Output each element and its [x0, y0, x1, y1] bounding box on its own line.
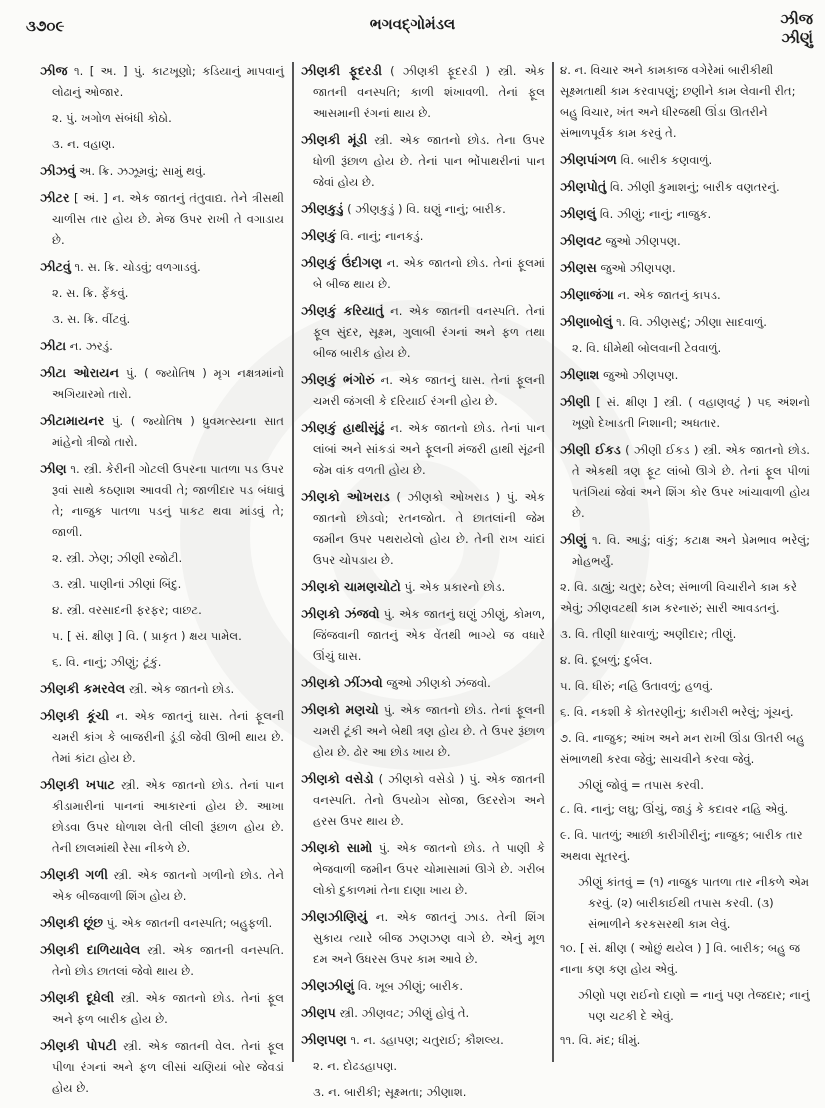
- definition-text: ૪. સ્ત્રી. વરસાદની ફરફર; વાછટ.: [52, 603, 202, 617]
- dictionary-entry: [301, 252, 545, 295]
- entry-sense: [560, 728, 810, 770]
- dictionary-entry: [301, 768, 545, 832]
- definition-text: ૧૧. વિ. મંદ; ધીમું.: [560, 1033, 641, 1047]
- headword: ઝીણાબોલું: [560, 314, 613, 329]
- definition-text: પું. એક જાતનું ઘણું ઝીણું, કોમળ, જિંજવાની જાતનું એક વેંતથી ભાગ્યે જ વધારે ઊંચું ઘાસ.: [313, 607, 546, 663]
- headword: ઝીણકો ઝંજવો: [301, 606, 380, 621]
- dictionary-entry: [301, 906, 545, 970]
- headword: ઝીણી ઈકડ: [560, 442, 621, 457]
- definition-text: વિ. ઝીણી કુમાશનું; બારીક વણતરનું.: [609, 180, 780, 194]
- headword: ઝીણકું ઉંદીગણ: [301, 255, 383, 270]
- dictionary-entry: [40, 60, 284, 103]
- column-divider: [292, 62, 294, 1062]
- headword: ઝીણકી છૂંછ: [40, 915, 103, 930]
- entry-sense: [560, 676, 810, 697]
- definition-text: સ્ત્રી. એક જાતનો છોડ. તેનાં ફૂલ અને ફળ બારીક હોય છે.: [52, 991, 284, 1026]
- headword: ઝીણઝીણું: [301, 978, 355, 993]
- dictionary-entry: [301, 1002, 545, 1024]
- dictionary-entry: [40, 256, 284, 278]
- definition-text: ૬. વિ. નાનું; ઝીણું; ટૂંકું.: [52, 655, 162, 669]
- dictionary-entry: [40, 187, 284, 251]
- definition-text: ન. એક જાતનો છોડ. તેનાં ફૂલમાં બે બીજ થાય છે.: [313, 256, 545, 291]
- definition-text: સ્ત્રી. એક જાતનો ગળીનો છોડ. તેને એક બીજવાળી શિંગ હોય છે.: [52, 868, 284, 903]
- headword: ઝીણકું કરિયાતું: [301, 303, 384, 318]
- headword: ઝીણકી કૂંચી: [40, 708, 110, 723]
- column-2: [301, 60, 545, 1108]
- definition-text: ૧. વિ. આડું; વાંકું; કટાક્ષ અને પ્રેમભાવ ભરેલું; મોહભર્યું.: [572, 533, 811, 568]
- headword: ઝીણકી ગળી: [40, 867, 108, 882]
- dictionary-entry: [560, 529, 810, 572]
- entry-sense: [560, 1030, 810, 1051]
- headword: ઝીણકો ઓખરાડ: [301, 489, 390, 504]
- headword: ઝીણકું હાથીસૂંઢું: [301, 420, 385, 435]
- headword: ઝીણલું: [560, 206, 597, 221]
- entry-sense: [40, 574, 284, 595]
- dictionary-entry: [301, 699, 545, 763]
- definition-text: ( ઝીણી ઈકડ ) સ્ત્રી. એક જાતનો છોડ. તે એકથી ત્રણ ફૂટ લાંબો ઊગે છે. તેનાં ફૂલ પીળાં પતંગિયાં જેવાં અને શિંગ કોર ઉપર ખાંચાવાળી હોય છે.: [572, 443, 810, 520]
- dictionary-entry: [560, 203, 810, 225]
- entry-sense: [560, 938, 810, 980]
- headword: ઝીટવું: [40, 259, 71, 274]
- definition-text: ૨. વિ. ધીમેથી બોલવાની ટેવવાળું.: [572, 341, 722, 355]
- definition-text: જુઓ ઝીણપણ.: [605, 234, 681, 248]
- definition-text: ઝીણો પણ રાઈનો દાણો = નાનું પણ તેજદાર; નાનું પણ ચટકી દે એવું.: [578, 988, 810, 1023]
- entry-sense: [301, 1082, 545, 1103]
- entry-sense: [560, 799, 810, 820]
- entry-sense: [560, 650, 810, 671]
- definition-text: જુઓ ઝીણપણ.: [600, 261, 676, 275]
- definition-text: ન. એક જાતની વનસ્પતિ. તેનાં ફૂલ સુંદર, સૂક્ષ્મ, ગુલાબી રંગનાં અને ફળ તથા બીજ બારીક હોય છે.: [313, 304, 546, 360]
- entry-sense: [40, 283, 284, 304]
- definition-text: વિ. નાનું; નાનકડું.: [340, 229, 424, 243]
- dictionary-entry: [560, 149, 810, 171]
- dictionary-entry: [301, 486, 545, 571]
- dictionary-entry: [301, 129, 545, 193]
- usage-example: [560, 872, 810, 935]
- definition-text: વિ. ઝીણું; નાનું; નાજુક.: [599, 207, 712, 221]
- definition-text: ન. એક જાતનું ઘાસ. તેનાં ફૂલની ચમરી જંગલી કે દરિયાઈ રંગની હોય છે.: [313, 373, 545, 408]
- definition-text: ઝીણું કાંતવું = (૧) નાજુક પાતળા તાર નીકળે એમ કરવું. (૨) બારીકાઈથી તપાસ કરવી. (૩) સંભાળીને કરકસરથી કામ લેવું.: [578, 875, 810, 931]
- dictionary-entry: [40, 362, 284, 405]
- definition-text: ૯. વિ. પાતળું; આછી કારીગીરીનું; નાજુક; બારીક તાર અથવા સૂતરનું.: [560, 828, 803, 863]
- headword: ઝીટા: [40, 338, 67, 353]
- definition-text: ૭. વિ. નાજુક; આંખ અને મન રાખી ઊંડા ઊતરી બહુ સંભાળથી કરવા જેવું; સાચવીને કરવા જેવું.: [560, 731, 805, 766]
- definition-text: ન. એક જાતનો છોડ. તેનાં પાન લાંબાં અને સાંકડાં અને ફૂલની મંજરી હાથી સૂંઢની જેમ વાંક વળતી હોય છે.: [313, 421, 546, 477]
- headword: ઝીણું: [560, 532, 587, 547]
- page-header: [0, 0, 825, 52]
- dictionary-entry: [560, 257, 810, 279]
- definition-text: ( ઝીણકુડું ) વિ. ઘણું નાનું; બારીક.: [347, 202, 506, 216]
- definition-text: ૩. સ. ક્રિ. વીંટવું.: [52, 312, 131, 326]
- dictionary-entry: [301, 603, 545, 667]
- dictionary-entry: [301, 975, 545, 997]
- definition-text: જુઓ ઝીણપણ.: [603, 368, 679, 382]
- definition-text: ૩. વિ. તીણી ધારવાળું; અણીદાર; તીણું.: [560, 627, 737, 641]
- dictionary-entry: [40, 458, 284, 543]
- headword: ઝીણકી દૂધેલી: [40, 990, 115, 1005]
- guide-words: [780, 10, 813, 48]
- headword: ઝીણકી ખપાટ: [40, 777, 115, 792]
- headword: ઝીણઝીણિયું: [301, 909, 368, 924]
- headword: ઝીણાજંગા: [560, 287, 614, 302]
- dictionary-entry: [40, 864, 284, 907]
- definition-text: ૧૦. [ સં. ક્ષીણ ( ઓછું થયેલ ) ] વિ. બારીક; બહુ જ નાના કણ કણ હોય એવું.: [560, 941, 801, 976]
- headword: ઝીણપાંગળ: [560, 152, 617, 167]
- entry-sense: [40, 548, 284, 569]
- headword: ઝીણાશ: [560, 367, 600, 382]
- dictionary-entry: [560, 284, 810, 306]
- definition-text: [ સં. ક્ષીણ ] સ્ત્રી. ( વહાણવટું ) ૫૬ અંશનો ખૂણો દેખાડતી નિશાની; અધતાર.: [572, 395, 810, 430]
- definition-text: જુઓ ઝીણકો ઝંજવો.: [386, 676, 491, 690]
- entry-sense: [40, 309, 284, 330]
- definition-text: [ અં. ] ન. એક જાતનું તંતુવાદ્ય. તેને ત્રીસથી ચાળીસ તાર હોય છે. મેજ ઉપર રાખી તે વગાડાય છે.: [52, 191, 284, 247]
- definition-text: સ્ત્રી. એક જાતની વેલ. તેનાં ફૂલ પીળા રંગનાં અને ફળ લીસાં ચણિયાં બોર જેવડાં હોય છે.: [52, 1039, 285, 1095]
- dictionary-entry: [560, 311, 810, 333]
- definition-text: ન. એક જાતનું ઝાડ. તેની શિંગ સુકાય ત્યારે બીજ ઝણઝણ વાગે છે. એનું મૂળ દમ અને ઉધરસ ઉપર કામ આવે છે.: [313, 910, 546, 966]
- dictionary-entry: [40, 160, 284, 182]
- headword: ઝીણકી મૂંડી: [301, 132, 368, 147]
- definition-text: ૩. ન. વહાણ.: [52, 137, 116, 151]
- dictionary-entry: [301, 837, 545, 901]
- dictionary-entry: [40, 987, 284, 1030]
- book-title: ભગવદ્ગોમંડલ: [369, 15, 456, 33]
- definition-text: ૧. વિ. ઝીણસદું; ઝીણા સાદવાળું.: [616, 315, 767, 329]
- column-divider: [552, 62, 554, 1062]
- dictionary-entry: [40, 774, 284, 859]
- headword: ઝીણકો ઝીંઝવો: [301, 675, 383, 690]
- usage-example: [560, 985, 810, 1027]
- headword: ઝીણી: [560, 394, 591, 409]
- dictionary-entry: [301, 225, 545, 247]
- headword: ઝીણકી ફૂદરડી: [301, 63, 382, 78]
- entry-sense: [40, 652, 284, 673]
- headword: ઝીણકો મણચો: [301, 702, 379, 717]
- definition-text: અ. ક્રિ. ઝઝૂમવું; સામું થવું.: [79, 164, 206, 178]
- definition-text: પું. એક જાતનો છોડ. તે પાણી કે ભેજવાળી જમીન ઉપર ચોમાસામાં ઊગે છે. ગરીબ લોકો દુકાળમાં તેના દાણા ખાય છે.: [313, 841, 545, 897]
- dictionary-entry: [301, 417, 545, 481]
- definition-text: ૨. સ. ક્રિ. ફેંકવું.: [52, 286, 129, 300]
- definition-text: ( ઝીણકી ફૂદરડી ) સ્ત્રી. એક જાતની વનસ્પતિ; કાળી શંખાવળી. તેનાં ફૂલ આસમાની રંગનાં થાય છે.: [313, 64, 545, 120]
- headword: ઝીણકો સામો: [301, 840, 373, 855]
- definition-text: ૧. ન. ડહાપણ; ચતુરાઈ; કૌશલ્ય.: [350, 1033, 504, 1047]
- headword: ઝીટા ઓરાયન: [40, 365, 119, 380]
- definition-text: ૨. પું. ખગોળ સંબંધી કોઠો.: [52, 111, 172, 125]
- headword: ઝીણકી કમરવેલ: [40, 681, 126, 696]
- dictionary-entry: [560, 176, 810, 198]
- dictionary-entry: [40, 939, 284, 982]
- dictionary-entry: [301, 576, 545, 598]
- dictionary-entry: [40, 1035, 284, 1099]
- definition-text: ન. ઝરડું.: [69, 339, 113, 353]
- definition-text: ૫. વિ. ધીરું; નહિ ઉતાવળું; હળવું.: [560, 679, 714, 693]
- definition-text: ૪. વિ. દૂબળું; દુર્બલ.: [560, 653, 653, 667]
- headword: ઝીજ: [40, 63, 68, 78]
- entry-sense: [560, 60, 810, 144]
- definition-text: ૬. વિ. નકશી કે કોતરણીનું; કારીગરી ભરેલું; ગૂંચનું.: [560, 705, 794, 719]
- definition-text: ( ઝીણકો વસેડો ) પું. એક જાતની વનસ્પતિ. તેનો ઉપયોગ સોજા, ઉદરરોગ અને હરસ ઉપર થાય છે.: [313, 772, 546, 828]
- headword: ઝીઝવું: [40, 163, 76, 178]
- headword: ઝીણકું: [301, 228, 337, 243]
- dictionary-entry: [560, 364, 810, 386]
- dictionary-entry: [301, 1029, 545, 1051]
- headword: ઝીણપોતું: [560, 179, 607, 194]
- headword: ઝીણ: [40, 461, 67, 476]
- column-3: [560, 60, 810, 1056]
- definition-text: પું. એક પ્રકારનો છોડ.: [404, 580, 506, 594]
- definition-text: ૫. [ સં. ક્ષીણ ] વિ. ( પ્રાકૃત ) ક્ષય પામેલ.: [52, 629, 242, 643]
- definition-text: સ્ત્રી. એક જાતનો છોડ. તેનાં પાન કીડામારીનાં પાનનાં આકારનાં હોય છે. આખા છોડવા ઉપર ધોળાશ લેતી લીલી રૂંછાળ હોય છે. તેની છાલમાંથી રેસા નીકળે છે.: [52, 778, 284, 855]
- definition-text: વિ. ખૂબ ઝીણું; બારીક.: [357, 979, 464, 993]
- definition-text: સ્ત્રી. એક જાતનો છોડ. તેના ઉપર ધોળી રૂંછાળ હોય છે. તેનાં પાન ભોંપાથરીનાં પાન જેવાં હોય છે.: [313, 133, 545, 189]
- dictionary-entry: [560, 230, 810, 252]
- definition-text: સ્ત્રી. એક જાતની વનસ્પતિ. તેનો છોડ છાતલાં જેવો થાય છે.: [52, 943, 284, 978]
- headword: ઝીટર: [40, 190, 70, 205]
- column-1: [40, 60, 284, 1104]
- definition-text: ૨. સ્ત્રી. ઝેણ; ઝીણી રજોટી.: [52, 551, 183, 565]
- dictionary-entry: [40, 410, 284, 453]
- entry-sense: [560, 702, 810, 723]
- definition-text: ૩. સ્ત્રી. પાણીનાં ઝીણાં બિંદુ.: [52, 577, 182, 591]
- definition-text: પું. એક જાતની વનસ્પતિ; બહુફળી.: [106, 916, 273, 930]
- entry-sense: [40, 600, 284, 621]
- definition-text: ( ઝીણકો ઓખરાડ ) પું. એક જાતનો છોડવો; રતનજોત. તે છાતલાંની જેમ જમીન ઉપર પથરાયેલો હોય છે. તેની રાખ ચાંદાં ઉપર ચોપડાય છે.: [313, 490, 546, 567]
- definition-text: ૮. વિ. નાનું; લઘુ; ઊંચું, જાડું કે કદાવર નહિ એવું.: [560, 802, 789, 816]
- definition-text: ૧. [ અ. ] પું. કાટખૂણો; કડિયાનું માપવાનું લોઢાનું ઓજાર.: [52, 64, 285, 99]
- definition-text: વિ. બારીક કણવાળું.: [620, 153, 713, 167]
- definition-text: પું. એક જાતનો છોડ. તેનાં ફૂલની ચમરી ટૂંકી અને બેથી ત્રણ હોય છે. તે ઉપર રૂંછાળ હોય છે. ઢોર આ છોડ ખાય છે.: [313, 703, 545, 759]
- definition-text: સ્ત્રી. ઝીણવટ; ઝીણું હોવું તે.: [339, 1006, 470, 1020]
- dictionary-entry: [301, 300, 545, 364]
- definition-text: ૪. ન. વિચાર અને કામકાજ વગેરેમાં બારીકીથી સૂક્ષ્મતાથી કામ કરવાપણું; છણીને કામ લેવાની રીત; બહુ વિચાર, ખંત અને ધીરજથી ઊંડા ઊતરીને સંભાળપૂર્વક કામ કરવું તે.: [560, 63, 796, 140]
- entry-sense: [40, 134, 284, 155]
- headword: ઝીણકો ચામણચોટો: [301, 579, 401, 594]
- definition-text: ૧. સ્ત્રી. કેરીની ગોટલી ઉપરના પાતળા પડ ઉપર રૂવાં સાથે કઠણાશ આવવી તે; જાળીદાર પડ બંધાવું તે; નાજુક પાતળા પડનું પાકટ થવા માંડવું તે; જાળી.: [52, 462, 285, 539]
- headword: ઝીણકી દાળિયાવેલ: [40, 942, 141, 957]
- dictionary-entry: [560, 391, 810, 434]
- definition-text: ઝીણું જોવું = તપાસ કરવી.: [578, 778, 704, 792]
- dictionary-entry: [560, 439, 810, 524]
- entry-sense: [560, 577, 810, 619]
- headword: ઝીણવટ: [560, 233, 602, 248]
- page-number: ૩૭૦૯: [26, 17, 65, 35]
- entry-sense: [560, 624, 810, 645]
- entry-sense: [40, 108, 284, 129]
- usage-example: [560, 775, 810, 796]
- guide-word-last: ઝીણું: [781, 29, 813, 47]
- entry-sense: [40, 626, 284, 647]
- entry-sense: [560, 825, 810, 867]
- dictionary-entry: [301, 369, 545, 412]
- dictionary-entry: [40, 705, 284, 769]
- headword: ઝીણસ: [560, 260, 597, 275]
- dictionary-entry: [301, 198, 545, 220]
- dictionary-entry: [40, 678, 284, 700]
- definition-text: ૩. ન. બારીકી; સૂક્ષ્મતા; ઝીણાશ.: [313, 1085, 467, 1099]
- definition-text: સ્ત્રી. એક જાતનો છોડ.: [128, 682, 235, 696]
- dictionary-entry: [301, 672, 545, 694]
- definition-text: પું. ( જ્યોતિષ ) ધ્રુવમત્સ્યના સાત માંહેનો ત્રીજો તારો.: [52, 414, 284, 449]
- headword: ઝીણકું ભંગોરું: [301, 372, 375, 387]
- definition-text: ૨. વિ. ડાહ્યું; ચતુર; ઠરેલ; સંભાળી વિચારીને કામ કરે એવું; ઝીણવટથી કામ કરનારું; સારી આવડતનું.: [560, 580, 797, 615]
- definition-text: ન. એક જાતનું કાપડ.: [617, 288, 721, 302]
- definition-text: ન. એક જાતનું ઘાસ. તેનાં ફૂલની ચમરી કાંગ કે બાજરીની ડૂંડી જેવી ઊભી થાય છે. તેમાં કાંટા હોય છે.: [52, 709, 285, 765]
- definition-text: ૧. સ. ક્રિ. ચોડવું; વળગાડવું.: [74, 260, 201, 274]
- entry-sense: [560, 338, 810, 359]
- headword: ઝીણકો વસેડો: [301, 771, 374, 786]
- headword: ઝીણપણ: [301, 1032, 347, 1047]
- guide-word-first: ઝીજ: [780, 10, 813, 28]
- entry-sense: [301, 1056, 545, 1077]
- headword: ઝીણકી પોપટી: [40, 1038, 117, 1053]
- dictionary-entry: [40, 912, 284, 934]
- definition-text: પું. ( જ્યોતિષ ) મૃગ નક્ષત્રમાંનો અગિયારમો તારો.: [52, 366, 284, 401]
- definition-text: ૨. ન. દોઢડહાપણ.: [313, 1059, 398, 1073]
- headword: ઝીણકુડું: [301, 201, 344, 216]
- dictionary-entry: [301, 60, 545, 124]
- dictionary-entry: [40, 335, 284, 357]
- headword: ઝીટામાયનર: [40, 413, 105, 428]
- headword: ઝીણપ: [301, 1005, 336, 1020]
